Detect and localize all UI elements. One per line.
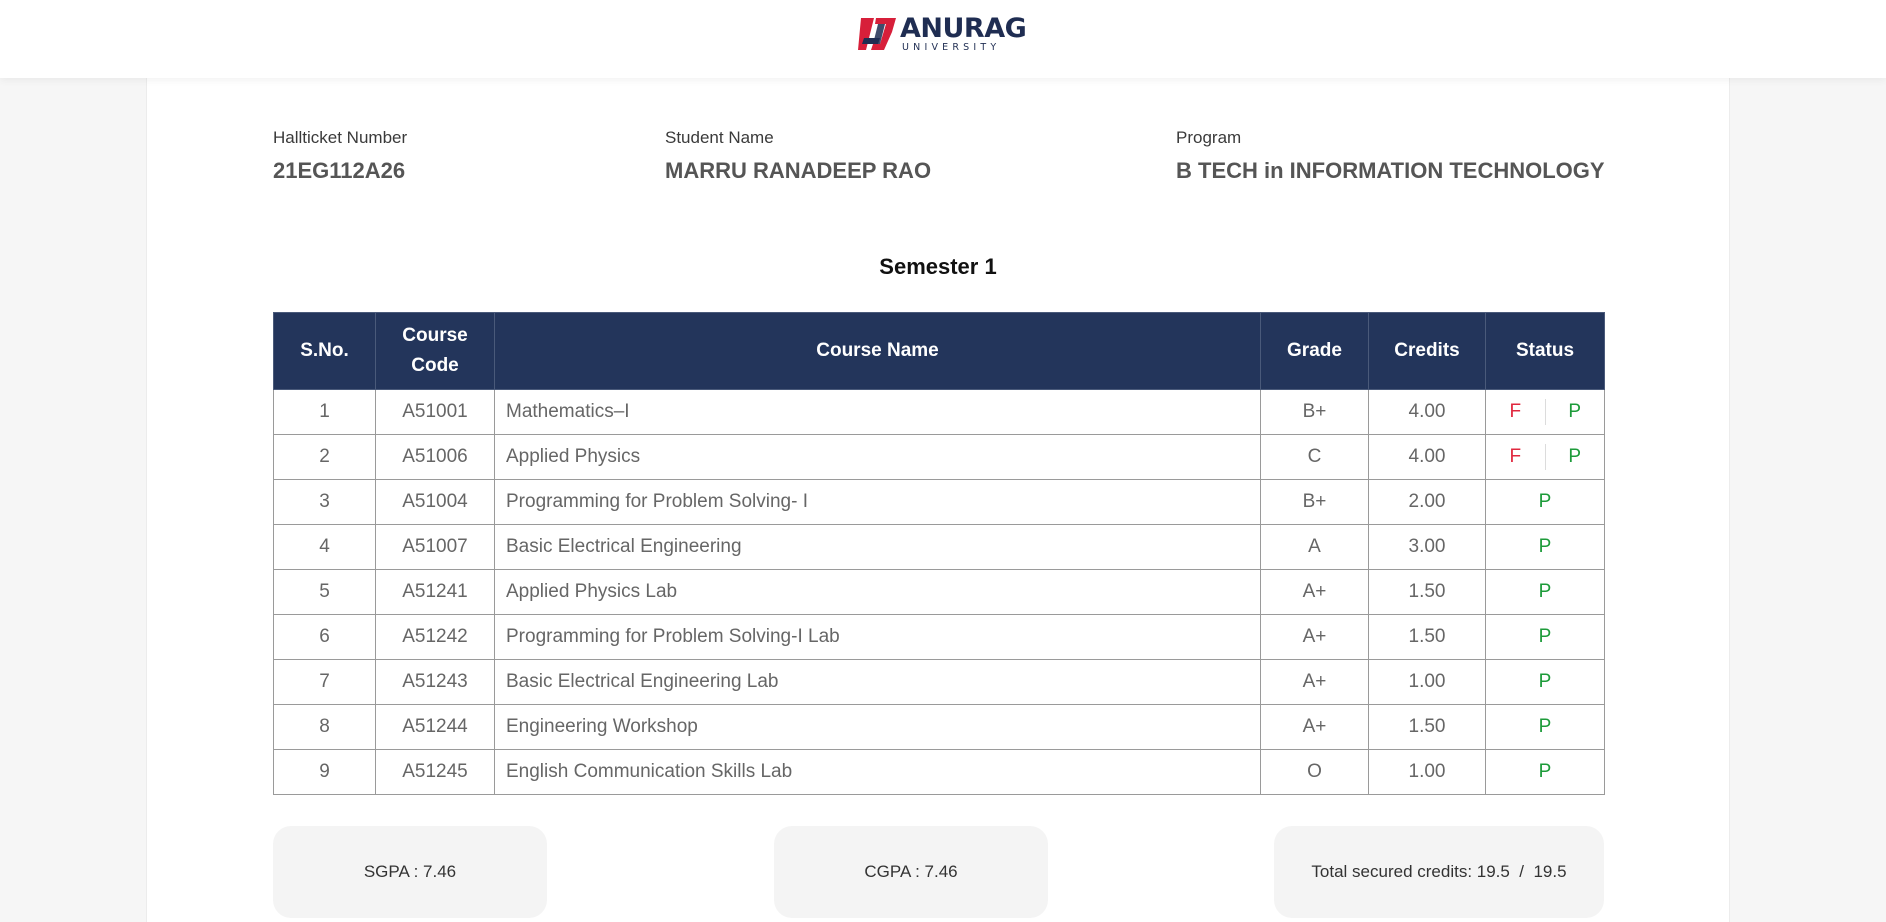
row-credits: 1.50 bbox=[1369, 615, 1486, 660]
row-course-name: Basic Electrical Engineering bbox=[495, 525, 1261, 570]
status-pass: P bbox=[1568, 401, 1582, 422]
header-course-code bbox=[376, 313, 495, 390]
row-course-name: Mathematics–I bbox=[495, 390, 1261, 435]
total-credits-box bbox=[1274, 826, 1604, 918]
header-status: Status bbox=[1486, 313, 1605, 390]
row-grade: B+ bbox=[1261, 480, 1369, 525]
row-credits: 1.50 bbox=[1369, 705, 1486, 750]
table-row bbox=[274, 390, 1605, 435]
status-pass: P bbox=[1568, 446, 1582, 467]
row-sno: 8 bbox=[274, 705, 376, 750]
sgpa-value: SGPA : 7.46 bbox=[363, 862, 457, 881]
top-header bbox=[0, 0, 1886, 78]
program-block bbox=[1176, 128, 1605, 184]
row-course-code: A51245 bbox=[376, 750, 495, 795]
logo-subtitle: UNIVERSITY bbox=[902, 42, 1001, 54]
row-course-name: Applied Physics Lab bbox=[495, 570, 1261, 615]
row-course-name: Programming for Problem Solving-I Lab bbox=[495, 615, 1261, 660]
row-credits: 4.00 bbox=[1369, 390, 1486, 435]
row-grade: A+ bbox=[1261, 705, 1369, 750]
program-label: Program bbox=[1176, 128, 1242, 147]
row-sno: 3 bbox=[274, 480, 376, 525]
row-course-code: A51006 bbox=[376, 435, 495, 480]
row-credits: 1.50 bbox=[1369, 570, 1486, 615]
student-name-block bbox=[665, 128, 931, 184]
row-sno: 1 bbox=[274, 390, 376, 435]
cgpa-value: CGPA : 7.46 bbox=[864, 862, 958, 881]
status-pass: P bbox=[1486, 570, 1605, 615]
row-course-code: A51004 bbox=[376, 480, 495, 525]
row-course-name: Basic Electrical Engineering Lab bbox=[495, 660, 1261, 705]
cgpa-box bbox=[774, 826, 1048, 918]
logo-text bbox=[900, 15, 1026, 53]
hallticket-block bbox=[273, 128, 407, 184]
table-row bbox=[274, 750, 1605, 795]
header-sno: S.No. bbox=[274, 313, 376, 390]
status-pass: P bbox=[1486, 705, 1605, 750]
row-course-code: A51244 bbox=[376, 705, 495, 750]
row-course-code: A51243 bbox=[376, 660, 495, 705]
total-credits-value: Total secured credits: 19.5 / 19.5 bbox=[1311, 862, 1567, 881]
row-sno: 4 bbox=[274, 525, 376, 570]
status-fail: F bbox=[1509, 401, 1522, 422]
row-course-code: A51007 bbox=[376, 525, 495, 570]
row-grade: A+ bbox=[1261, 615, 1369, 660]
row-sno: 2 bbox=[274, 435, 376, 480]
row-status bbox=[1486, 390, 1605, 435]
row-credits: 1.00 bbox=[1369, 750, 1486, 795]
row-course-code: A51242 bbox=[376, 615, 495, 660]
row-grade: A bbox=[1261, 525, 1369, 570]
row-sno: 9 bbox=[274, 750, 376, 795]
row-course-name: Applied Physics bbox=[495, 435, 1261, 480]
table-row bbox=[274, 525, 1605, 570]
table-row bbox=[274, 705, 1605, 750]
header-course-code-line1: Course bbox=[402, 325, 468, 346]
row-credits: 2.00 bbox=[1369, 480, 1486, 525]
table-row bbox=[274, 615, 1605, 660]
row-grade: C bbox=[1261, 435, 1369, 480]
result-card bbox=[146, 78, 1730, 922]
row-credits: 4.00 bbox=[1369, 435, 1486, 480]
row-course-code: A51241 bbox=[376, 570, 495, 615]
table-row bbox=[274, 660, 1605, 705]
row-sno: 6 bbox=[274, 615, 376, 660]
hallticket-label: Hallticket Number bbox=[273, 128, 408, 147]
row-grade: A+ bbox=[1261, 570, 1369, 615]
table-row bbox=[274, 570, 1605, 615]
status-pass: P bbox=[1486, 525, 1605, 570]
row-course-name: English Communication Skills Lab bbox=[495, 750, 1261, 795]
table-header-row bbox=[274, 313, 1605, 390]
status-pass: P bbox=[1486, 750, 1605, 795]
table-row bbox=[274, 480, 1605, 525]
sgpa-box bbox=[273, 826, 547, 918]
row-grade: B+ bbox=[1261, 390, 1369, 435]
status-pass: P bbox=[1486, 660, 1605, 705]
header-course-code-line2: Code bbox=[411, 355, 459, 376]
row-course-name: Programming for Problem Solving- I bbox=[495, 480, 1261, 525]
row-grade: A+ bbox=[1261, 660, 1369, 705]
row-credits: 1.00 bbox=[1369, 660, 1486, 705]
status-pass: P bbox=[1486, 480, 1605, 525]
row-status bbox=[1486, 435, 1605, 480]
university-logo[interactable] bbox=[858, 14, 1026, 54]
semester-title: Semester 1 bbox=[879, 254, 997, 279]
table-row bbox=[274, 435, 1605, 480]
row-credits: 3.00 bbox=[1369, 525, 1486, 570]
row-sno: 5 bbox=[274, 570, 376, 615]
program-value: B TECH in INFORMATION TECHNOLOGY bbox=[1176, 158, 1605, 183]
status-pass: P bbox=[1486, 615, 1605, 660]
header-course-name: Course Name bbox=[495, 313, 1261, 390]
row-sno: 7 bbox=[274, 660, 376, 705]
logo-mark-icon bbox=[858, 14, 898, 54]
row-grade: O bbox=[1261, 750, 1369, 795]
logo-name: ANURAG bbox=[900, 13, 1027, 45]
student-name-value: MARRU RANADEEP RAO bbox=[665, 158, 932, 183]
header-grade: Grade bbox=[1261, 313, 1369, 390]
row-course-code: A51001 bbox=[376, 390, 495, 435]
status-fail: F bbox=[1509, 446, 1522, 467]
student-name-label: Student Name bbox=[665, 128, 774, 147]
row-course-name: Engineering Workshop bbox=[495, 705, 1261, 750]
hallticket-value: 21EG112A26 bbox=[273, 158, 406, 183]
grades-table bbox=[273, 312, 1605, 795]
header-credits: Credits bbox=[1369, 313, 1486, 390]
